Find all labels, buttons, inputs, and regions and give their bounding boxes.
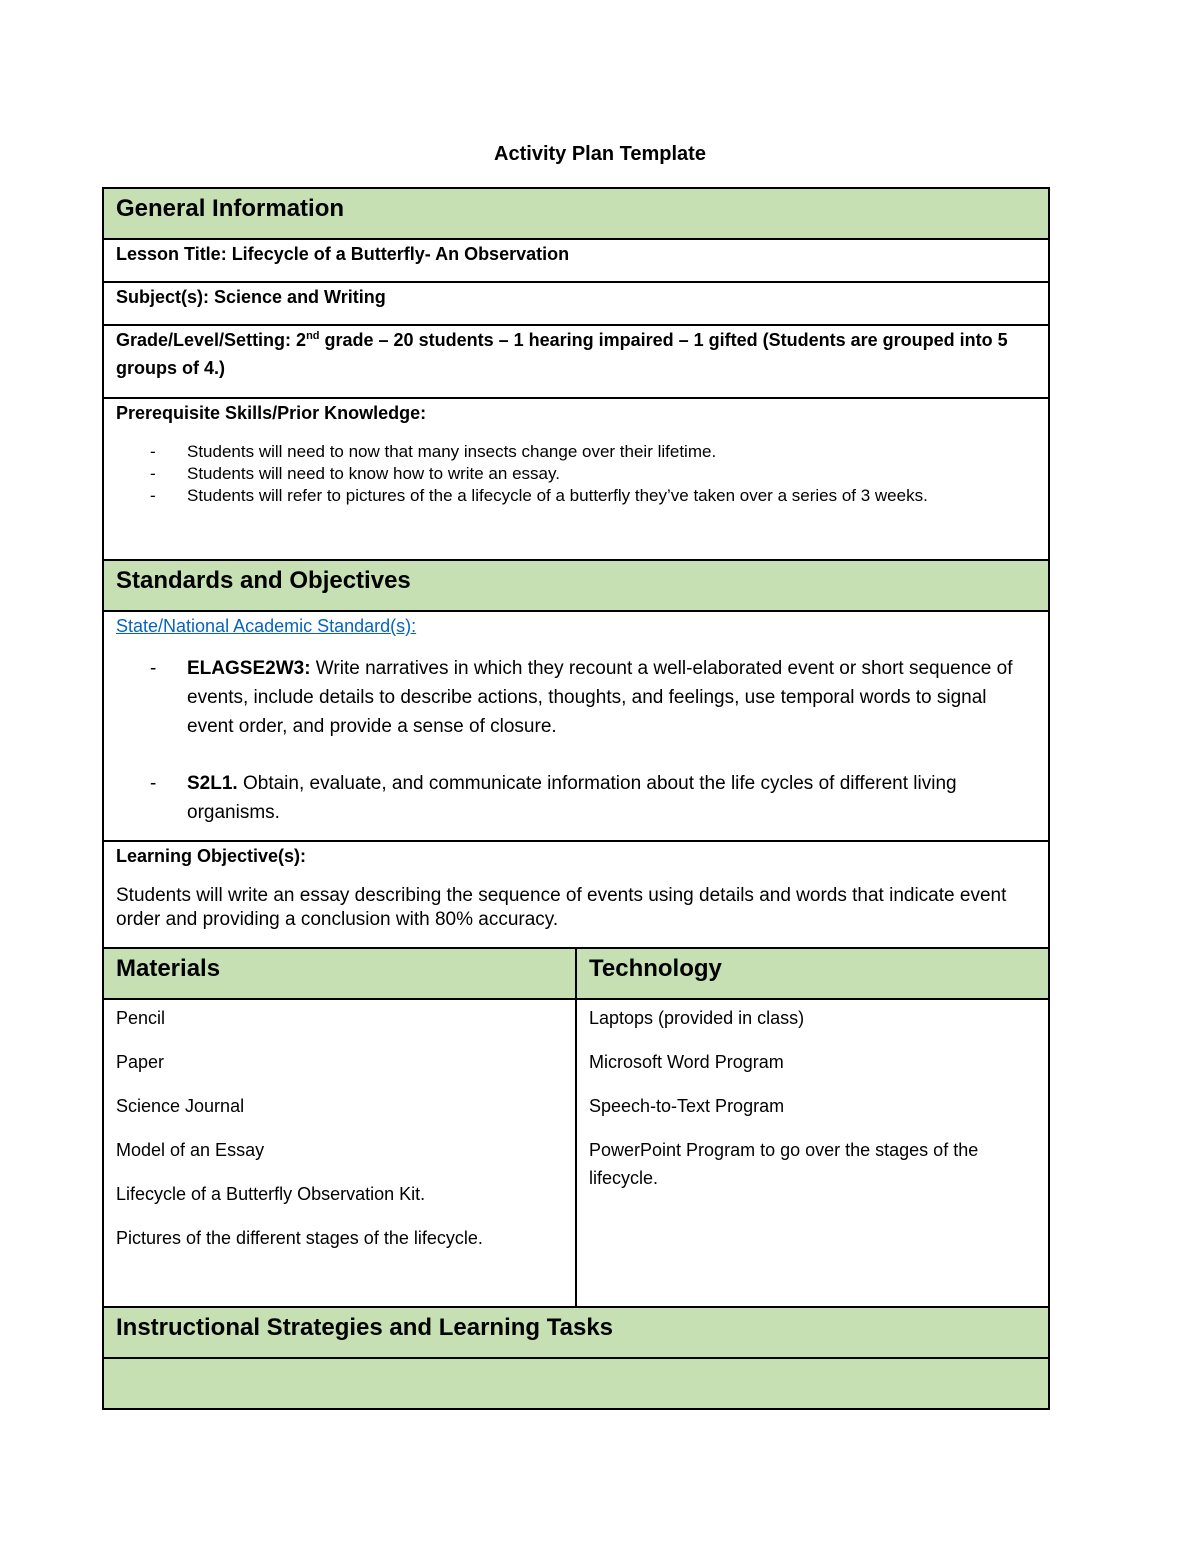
prerequisite-cell [103,398,1049,560]
prerequisite-label: Prerequisite Skills/Prior Knowledge: [116,403,427,423]
instructional-content-cell [103,1358,1049,1409]
learning-objective-label: Learning Objective(s): [116,846,307,866]
instructional-heading: Instructional Strategies and Learning Tasks [116,1314,614,1341]
technology-heading: Technology [589,955,722,982]
grade-prefix: Grade/Level/Setting: 2 [116,330,307,350]
list-item: - Students will need to now that many insects change over their lifetime. [116,441,1036,463]
list-item [116,654,1036,741]
general-information-heading: General Information [116,195,345,222]
grade-superscript: nd [306,330,320,342]
technology-cell [576,999,1049,1307]
list-item: Paper [116,1052,165,1072]
list-item: Pencil [116,1008,166,1028]
learning-objective-cell [103,841,1049,948]
subjects: Subject(s): Science and Writing [116,287,386,307]
prerequisite-list [116,441,1036,507]
list-item: Model of an Essay [116,1140,265,1160]
list-item: Lifecycle of a Butterfly Observation Kit. [116,1184,426,1204]
list-item: Speech-to-Text Program [589,1096,785,1116]
technology-header [576,948,1049,999]
grade-suffix: grade – 20 students – 1 hearing impaired – 1 gifted (Students are grouped into 5 groups of 4.) [116,330,1008,378]
list-item: PowerPoint Program to go over the stages of the lifecycle. [589,1140,979,1188]
standards-link[interactable]: State/National Academic Standard(s): [116,616,417,636]
list-item: Pictures of the different stages of the lifecycle. [116,1228,483,1248]
lesson-title-cell [103,239,1049,282]
materials-heading: Materials [116,955,221,982]
subjects-cell [103,282,1049,325]
lesson-title: Lesson Title: Lifecycle of a Butterfly- An Observation [116,244,570,264]
standards-cell [103,611,1049,841]
list-item: - Students will need to know how to write an essay. [116,463,1036,485]
standard-code: ELAGSE2W3: [187,658,311,679]
learning-objective-text: Students will write an essay describing the sequence of events using details and words that indicate event order and providing a conclusion with 80% accuracy. [116,885,1007,930]
list-item: Microsoft Word Program [589,1052,784,1072]
materials-cell [103,999,576,1307]
instructional-header [103,1307,1049,1358]
materials-header [103,948,576,999]
list-item: - Students will refer to pictures of the a lifecycle of a butterfly they’ve taken over a series of 3 weeks. [116,485,1036,507]
standards-header [103,560,1049,611]
standards-list [116,654,1036,827]
general-information-header [103,188,1049,239]
list-item: Science Journal [116,1096,245,1116]
technology-list [589,1004,1036,1192]
standard-text: Write narratives in which they recount a well-elaborated event or short sequence of events, include details to describe actions, thoughts, and feelings, use temporal words to signal event order, and provide a sense of closure. [187,658,1013,737]
list-item: Laptops (provided in class) [589,1008,805,1028]
standards-heading: Standards and Objectives [116,567,411,594]
standard-code: S2L1. [187,773,238,794]
materials-list [116,1004,563,1252]
grade-level-cell [103,325,1049,398]
list-item [116,769,1036,827]
document-title: Activity Plan Template [494,143,706,165]
standard-text: Obtain, evaluate, and communicate information about the life cycles of different living organisms. [187,773,957,823]
activity-plan-table [102,187,1050,1410]
